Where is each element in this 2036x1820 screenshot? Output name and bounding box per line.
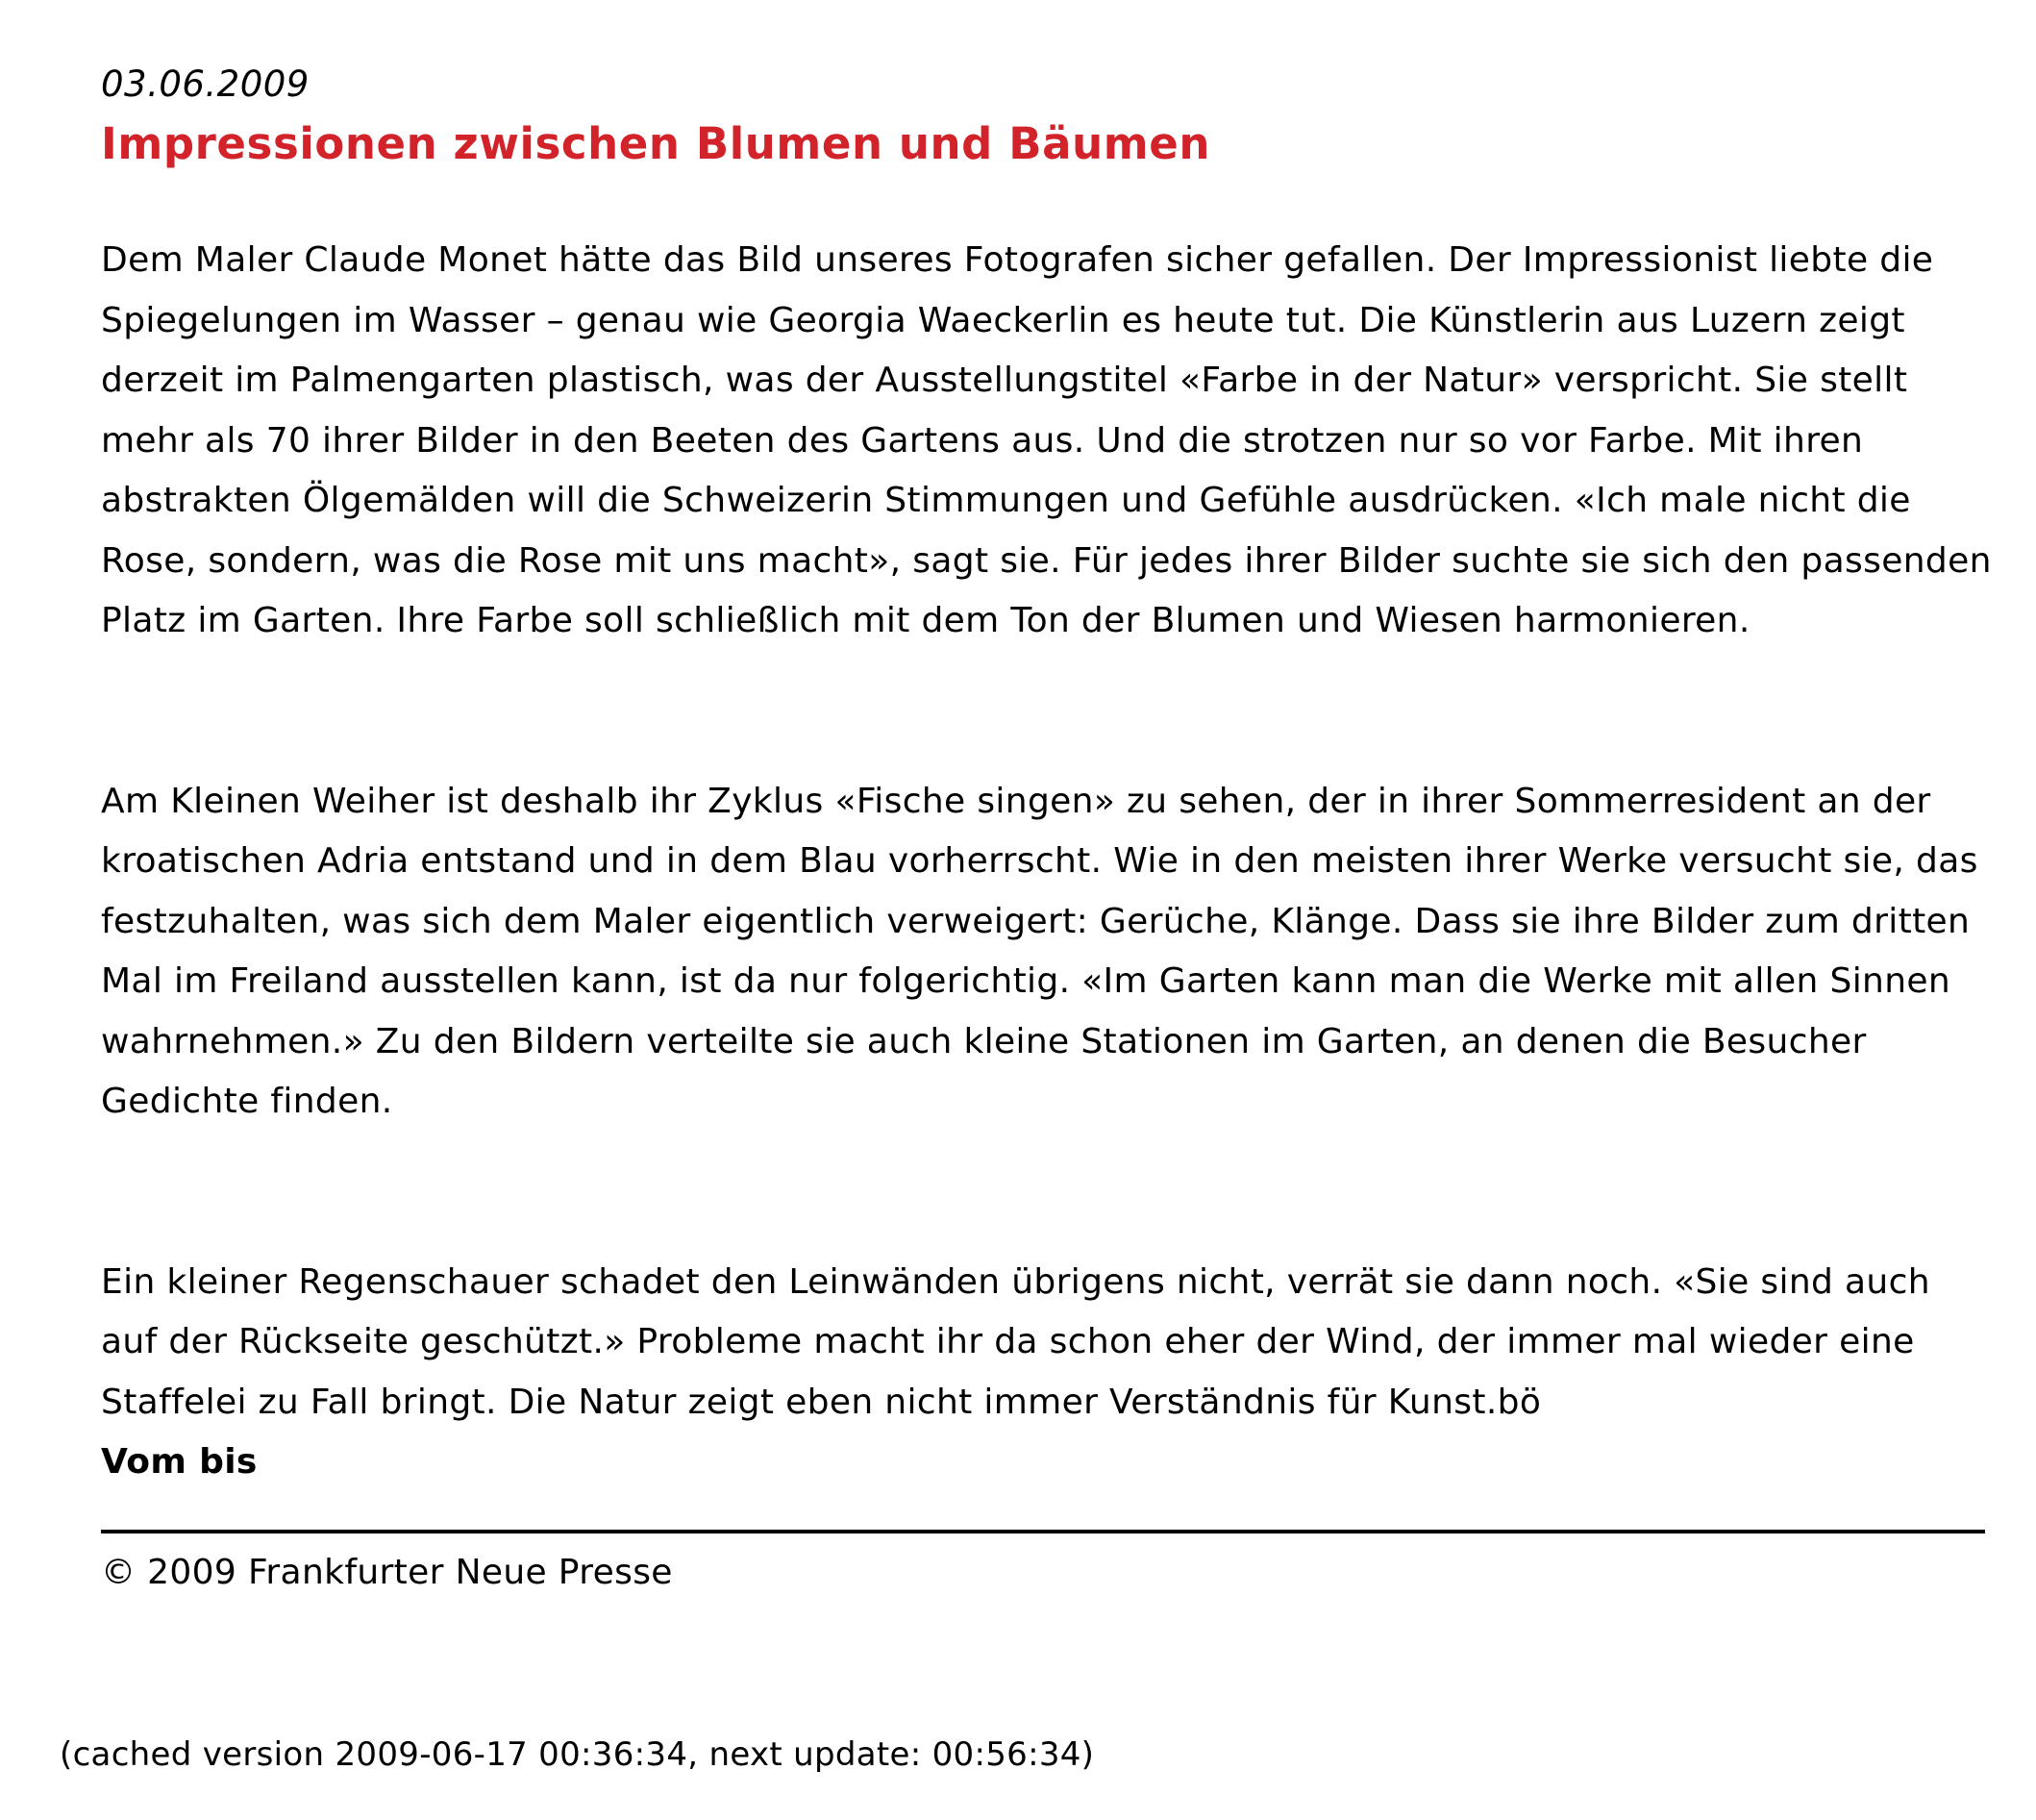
article (101, 56, 1995, 1603)
footer-divider (101, 1530, 1985, 1533)
article-paragraph-3: Ein kleiner Regenschauer schadet den Leinwänden übrigens nicht, verrät sie dann noch. «Sie sind auch auf der Rückseite geschützt.» Probleme macht ihr da schon eher der Wind, der immer mal wieder eine Staffelei zu Fall bringt. Die Natur zeigt eben nicht immer Verständnis für Kunst.bö (101, 1261, 1930, 1422)
article-headline: Impressionen zwischen Blumen und Bäumen (101, 118, 1211, 169)
copyright-notice: © 2009 Frankfurter Neue Presse (101, 1552, 673, 1592)
article-date: 03.06.2009 (101, 63, 310, 105)
exhibition-dates: Vom bis (101, 1442, 258, 1482)
cache-status-note: (cached version 2009-06-17 00:36:34, next update: 00:56:34) (60, 1735, 1095, 1774)
article-paragraph-1: Dem Maler Claude Monet hätte das Bild unseres Fotografen sicher gefallen. Der Impressionist liebte die Spiegelungen im Wasser – genau wie Georgia Waeckerlin es heute tut. Die Künstlerin aus Luzern zeigt derzeit im Palmengarten plastisch, was der Ausstellungstitel «Farbe in der Natur» verspricht. Sie stellt mehr als 70 ihrer Bilder in den Beeten des Gartens aus. Und die strotzen nur so vor Farbe. Mit ihren abstrakten Ölgemälden will die Schweizerin Stimmungen und Gefühle ausdrücken. «Ich male nicht die Rose, sondern, was die Rose mit uns macht», sagt sie. Für jedes ihrer Bilder suchte sie sich den passenden Platz im Garten. Ihre Farbe soll schließlich mit dem Ton der Blumen und Wiesen harmonieren. (101, 240, 1992, 640)
article-paragraph-2: Am Kleinen Weiher ist deshalb ihr Zyklus «Fische singen» zu sehen, der in ihrer Sommerresident an der kroatischen Adria entstand und in dem Blau vorherrscht. Wie in den meisten ihrer Werke versucht sie, das festzuhalten, was sich dem Maler eigentlich verweigert: Gerüche, Klänge. Dass sie ihre Bilder zum dritten Mal im Freiland ausstellen kann, ist da nur folgerichtig. «Im Garten kann man die Werke mit allen Sinnen wahrnehmen.» Zu den Bildern verteilte sie auch kleine Stationen im Garten, an denen die Besucher Gedichte finden. (101, 781, 1978, 1121)
